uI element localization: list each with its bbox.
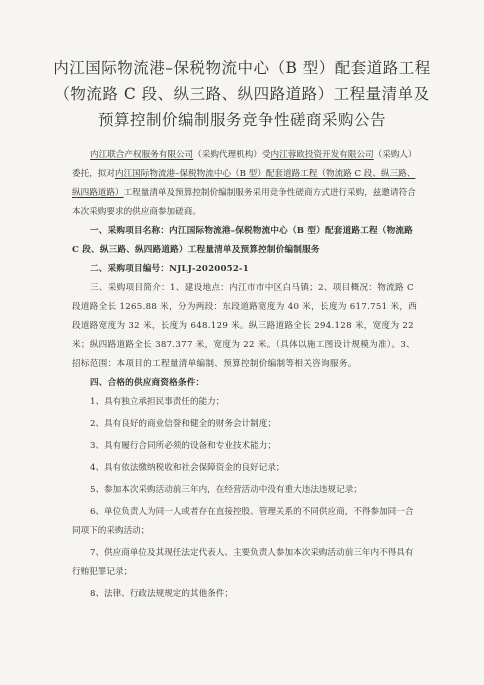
intro-tail: 工程量清单及预算控制价编制服务采用竞争性磋商方式进行采购，兹邀请符合本次采购要求的供应商参加磋商。 [72, 188, 416, 217]
project-name-inline: 内江国际物流港–保税物流中心（B 型）配套道路工程（物流路 C 段、纵三路、纵四路道路） [72, 169, 416, 198]
qualification-item-8: 8、法律、行政法规规定的其他条件； [90, 589, 233, 599]
qualification-item-5: 5、参加本次采购活动前三年内，在经营活动中没有重大违法违规记录； [90, 485, 362, 495]
qualification-item-2: 2、具有良好的商业信誉和健全的财务会计制度； [90, 419, 276, 429]
section-1 [72, 222, 422, 260]
qualification-item-1: 1、具有独立承担民事责任的能力； [90, 397, 225, 407]
section-4-heading: 四、合格的供应商资格条件： [90, 378, 205, 388]
intro-paragraph [72, 146, 422, 222]
qualification-item-6: 6、单位负责人为同一人或者存在直接控股、管理关系的不同供应商，不得参加同一合同项下的采购活动； [72, 507, 414, 536]
purchaser-note: （采购人）委托，拟对 [72, 150, 417, 179]
section-3-heading: 三、采购项目简介： [90, 283, 171, 293]
document-title-line-2: （物流路 C 段、纵三路、纵四路道路）工程量清单及 [54, 85, 430, 103]
document-title-line-3: 预算控制价编制服务竞争性磋商采购公告 [97, 111, 386, 129]
section-2-value: NJLJ-2020052-1 [169, 264, 249, 274]
agent-note: （采购代理机构）受 [193, 150, 271, 160]
section-2 [72, 260, 422, 279]
agent-name: 内江联合产权服务有限公司 [90, 150, 194, 160]
document-title-line-1: 内江国际物流港–保税物流中心（B 型）配套道路工程 [53, 59, 431, 77]
section-3-text: 1、建设地点：内江市市中区白马镇；2、项目概况：物流路 C 段道路全长 1265.88 米，分为两段：东段道路宽度为 40 米，长度为 617.751 米，西段道路宽度为 32 米，长度为 648.129 米。纵三路道路全长 294.128 米，宽度为 22 米；纵四路道路全长 387.377 米，宽度为 22 米。（具体以施工图设计规模为准）。3、招标范围：本项目的工程量清单编制、预算控制价编制等相关咨询服务。 [72, 283, 418, 369]
qualification-item-4: 4、具有依法缴纳税收和社会保障资金的良好记录； [90, 463, 285, 473]
section-3 [72, 279, 422, 374]
qualification-item-7: 7、供应商单位及其现任法定代表人、主要负责人参加本次采购活动前三年内不得具有行贿犯罪记录； [72, 548, 414, 577]
section-2-heading: 二、采购项目编号： [90, 264, 170, 274]
section-1-value: 内江国际物流港–保税物流中心（B 型）配套道路工程（物流路 C 段、纵三路、纵四路道路）工程量清单及预算控制价编制服务 [72, 226, 413, 255]
document-body [72, 146, 422, 607]
purchaser-name: 内江蓉欧投资开发有限公司 [270, 150, 374, 160]
qualification-item-3: 3、具有履行合同所必须的设备和专业技术能力； [90, 441, 276, 451]
section-1-heading: 一、采购项目名称： [90, 226, 170, 236]
